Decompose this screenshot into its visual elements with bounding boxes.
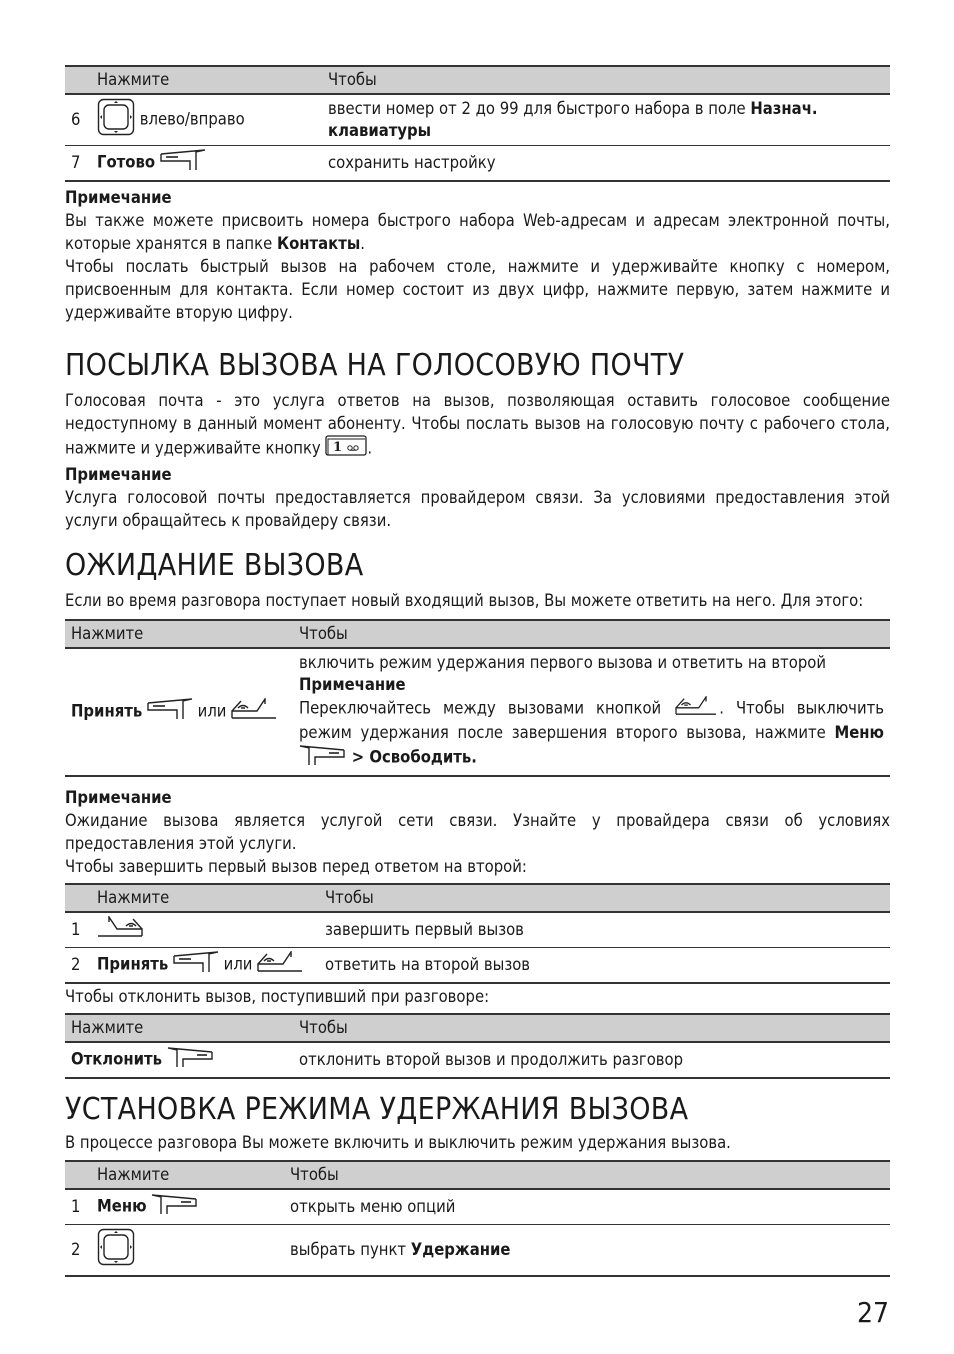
- action-cell: завершить первый вызов: [319, 912, 890, 948]
- press-cell: [65, 648, 293, 776]
- navigation-key-icon: [97, 1228, 135, 1272]
- action-text: включить режим удержания первого вызова и ответить на второй: [299, 653, 826, 672]
- section-text-end: .: [367, 438, 373, 458]
- section-text-body: Голосовая почта - это услуга ответов на вызов, позволяющая оставить голосовое сообщение недоступному в данный момент абоненту. Чтобы послать вызов на голосовую почту с рабочего стола, нажмите и удерживайте кнопку: [65, 391, 890, 458]
- accept-label: Принять: [71, 701, 143, 721]
- table-header-num: [65, 66, 91, 94]
- call-key-icon: [673, 696, 719, 722]
- section-title: УСТАНОВКА РЕЖИМА УДЕРЖАНИЯ ВЫЗОВА: [65, 1092, 689, 1127]
- action-cell: [293, 648, 890, 776]
- table-header-press: Нажмите: [65, 1014, 293, 1042]
- section-text: Если во время разговора поступает новый входящий вызов, Вы можете ответить на него. Для этого:: [65, 591, 864, 610]
- action-cell: [284, 1225, 890, 1277]
- left-softkey-icon: [173, 951, 219, 979]
- action-cell: [322, 94, 890, 146]
- action-cell: ответить на второй вызов: [319, 948, 890, 984]
- speed-dial-table: [65, 65, 890, 182]
- press-cell: [65, 1042, 293, 1078]
- action-note-title: Примечание: [299, 675, 406, 694]
- voicemail-key-label: 1: [333, 440, 343, 455]
- section-text: Чтобы завершить первый вызов перед ответом на второй:: [65, 857, 527, 876]
- section-text: [65, 389, 890, 463]
- hold-call-table: [65, 1160, 890, 1277]
- note-paragraph: Чтобы послать быстрый вызов на рабочем столе, нажмите и удерживайте кнопку с номером, присвоенным для контакта. Если номер состоит из двух цифр, нажмите первую, затем нажмите и удерживайте вторую цифру.: [65, 257, 890, 322]
- table-header-press: Нажмите: [91, 884, 319, 912]
- section-title: ПОСЫЛКА ВЫЗОВА НА ГОЛОСОВУЮ ПОЧТУ: [65, 348, 685, 383]
- note-text: .: [360, 234, 365, 253]
- table-row: [65, 1042, 890, 1078]
- note-bold: Контакты: [276, 234, 361, 253]
- table-header-press: Нажмите: [91, 66, 322, 94]
- table-header-action: Чтобы: [319, 884, 890, 912]
- section-text: В процессе разговора Вы можете включить и выключить режим удержания вызова.: [65, 1133, 731, 1152]
- press-cell: [91, 94, 322, 146]
- table-row: [65, 1225, 890, 1277]
- action-note-text: . Чтобы выключить режим удержания после завершения второго вызова, нажмите: [299, 698, 884, 742]
- table-row: [65, 912, 890, 948]
- row-number: 6: [65, 94, 91, 146]
- section-text: Чтобы отклонить вызов, поступивший при разговоре:: [65, 987, 490, 1006]
- table-row: [65, 146, 890, 182]
- row-number: 2: [65, 948, 91, 984]
- press-cell: [91, 1225, 284, 1277]
- action-bold: Удержание: [410, 1240, 511, 1259]
- reject-call-table: [65, 1013, 890, 1079]
- press-cell: [91, 948, 319, 984]
- left-softkey-icon: [160, 149, 206, 177]
- press-cell: [91, 146, 322, 182]
- menu-label: Меню: [834, 723, 884, 742]
- action-bold: Назнач. клавиатуры: [328, 99, 818, 140]
- accept-label: Принять: [97, 954, 169, 974]
- press-label: Готово: [97, 152, 156, 172]
- table-row: [65, 948, 890, 984]
- table-row: [65, 94, 890, 146]
- table-row: [65, 1189, 890, 1225]
- note-text: Вы также можете присвоить номера быстрого набора Web-адресам и адресам электронной почты, которые хранятся в папке: [65, 211, 890, 253]
- voicemail-key-icon: [325, 435, 367, 463]
- action-cell: отклонить второй вызов и продолжить разговор: [293, 1042, 890, 1078]
- right-softkey-icon: [299, 744, 347, 772]
- table-header-num: [65, 884, 91, 912]
- action-text: выбрать пункт: [290, 1240, 411, 1259]
- press-cell: [91, 912, 319, 948]
- call-key-icon: [257, 951, 303, 979]
- release-label: > Освободить.: [351, 747, 477, 767]
- menu-label: Меню: [97, 1196, 147, 1216]
- note-title: Примечание: [65, 788, 172, 807]
- left-softkey-icon: [147, 698, 193, 726]
- action-note-text: Переключайтесь между вызовами кнопкой: [299, 698, 674, 718]
- row-number: 1: [65, 912, 91, 948]
- call-key-icon: [231, 698, 277, 726]
- table-row: [65, 648, 890, 776]
- section-title: ОЖИДАНИЕ ВЫЗОВА: [65, 548, 364, 583]
- or-text: или: [223, 954, 253, 974]
- table-header-press: Нажмите: [65, 620, 293, 648]
- press-label: влево/вправо: [139, 109, 245, 129]
- row-number: 2: [65, 1225, 91, 1277]
- table-header-action: Чтобы: [293, 620, 890, 648]
- action-cell: сохранить настройку: [322, 146, 890, 182]
- table-header-action: Чтобы: [322, 66, 890, 94]
- or-text: или: [197, 701, 227, 721]
- action-note: [299, 696, 884, 772]
- row-number: 1: [65, 1189, 91, 1225]
- note-title: Примечание: [65, 188, 172, 207]
- end-call-key-icon: [97, 916, 145, 944]
- page-number: 27: [856, 1296, 889, 1329]
- end-first-call-table: [65, 883, 890, 984]
- note-title: Примечание: [65, 465, 172, 484]
- row-number: 7: [65, 146, 91, 182]
- press-cell: [91, 1189, 284, 1225]
- reject-label: Отклонить: [71, 1049, 163, 1069]
- action-cell: открыть меню опций: [284, 1189, 890, 1225]
- table-header-action: Чтобы: [284, 1161, 890, 1189]
- note-paragraph: Услуга голосовой почты предоставляется провайдером связи. За условиями предоставления этой услуги обращайтесь к провайдеру связи.: [65, 488, 890, 530]
- note-paragraph: Ожидание вызова является услугой сети связи. Узнайте у провайдера связи об условиях предоставления этой услуги.: [65, 811, 890, 853]
- table-header-num: [65, 1161, 91, 1189]
- call-waiting-table: [65, 619, 890, 777]
- table-header-press: Нажмите: [91, 1161, 284, 1189]
- navigation-key-icon: [97, 98, 135, 142]
- right-softkey-icon: [167, 1046, 215, 1074]
- table-header-action: Чтобы: [293, 1014, 890, 1042]
- action-text: ввести номер от 2 до 99 для быстрого набора в поле: [328, 99, 751, 118]
- note-paragraph: [65, 209, 890, 255]
- right-softkey-icon: [151, 1193, 199, 1221]
- page: [65, 65, 890, 1277]
